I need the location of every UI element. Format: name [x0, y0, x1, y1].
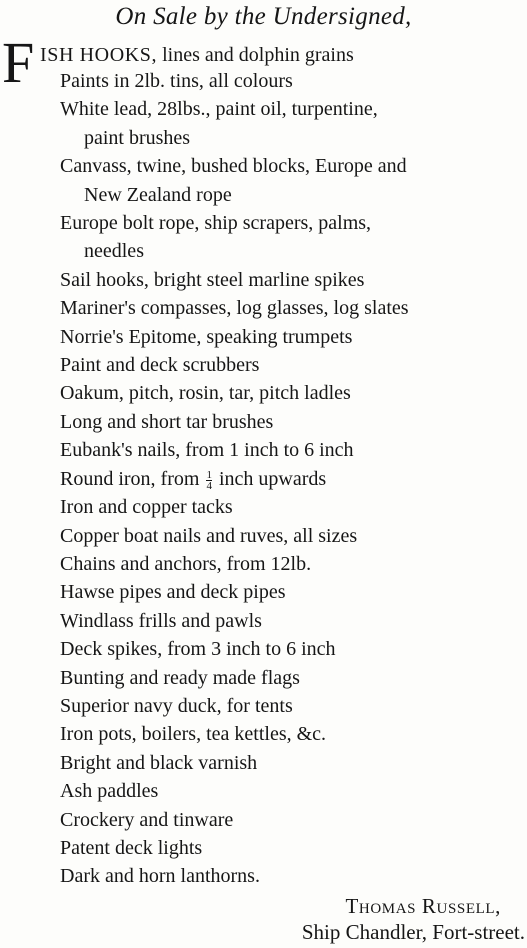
item-text: Hawse pipes and deck pipes: [60, 581, 286, 604]
list-item: [0, 664, 527, 692]
list-item: [0, 209, 527, 266]
item-text-continued: paint brushes: [84, 126, 191, 149]
item-text: Paints in 2lb. tins, all colours: [60, 70, 293, 92]
list-item: [0, 379, 527, 407]
item-text: Bright and black varnish: [60, 751, 258, 774]
list-item: [0, 67, 527, 95]
item-text: Long and short tar brushes: [60, 410, 274, 433]
list-item: [0, 749, 527, 777]
fraction-denominator: 4: [206, 479, 212, 492]
item-text-continued: needles: [84, 240, 144, 263]
list-item: [0, 522, 527, 550]
list-item: [0, 323, 527, 351]
list-item: [0, 493, 527, 521]
first-item-lead: ISH HOOKS,: [40, 44, 158, 66]
list-item: [0, 550, 527, 578]
list-item: [0, 862, 527, 890]
list-item: [0, 95, 527, 152]
item-text: Crockery and tinware: [60, 808, 234, 831]
list-item: [0, 834, 527, 862]
signer-name: Thomas Russell,: [345, 894, 501, 918]
item-text: Sail hooks, bright steel marline spikes: [60, 268, 365, 291]
list-item: [0, 351, 527, 379]
list-item: [0, 607, 527, 635]
item-text: Iron and copper tacks: [60, 496, 233, 519]
list-item: [0, 294, 527, 322]
list-item: [0, 777, 527, 805]
item-text: White lead, 28lbs., paint oil, turpentine,: [60, 98, 378, 121]
item-text: Ash paddles: [60, 780, 159, 803]
item-text: Copper boat nails and ruves, all sizes: [60, 524, 358, 547]
signer-title: Ship Chandler, Fort-street.: [301, 920, 525, 944]
item-text: Deck spikes, from 3 inch to 6 inch: [60, 638, 336, 661]
drop-cap: F: [2, 30, 35, 95]
item-text: Dark and horn lanthorns.: [60, 865, 260, 888]
ad-heading: On Sale by the Undersigned,: [115, 3, 412, 30]
item-text: Windlass frills and pawls: [60, 609, 262, 632]
list-item: [0, 408, 527, 436]
item-text: Oakum, pitch, rosin, tar, pitch ladles: [60, 382, 351, 405]
item-text-continued: New Zealand rope: [84, 183, 232, 206]
first-item: [40, 43, 354, 67]
fraction-numerator: 1: [206, 468, 212, 481]
item-text: Iron pots, boilers, tea kettles, &c.: [60, 723, 327, 746]
list-item: [0, 720, 527, 748]
item-text: inch upwards: [213, 467, 327, 490]
list-item: [0, 266, 527, 294]
item-text: Round iron, from: [60, 467, 205, 490]
list-item: [0, 806, 527, 834]
list-item: [0, 436, 527, 464]
item-text: Superior navy duck, for tents: [60, 694, 293, 717]
item-text: Patent deck lights: [60, 836, 203, 859]
fraction: [206, 470, 212, 491]
item-text: Paint and deck scrubbers: [60, 354, 260, 377]
list-item: [0, 152, 527, 209]
list-item: [0, 465, 527, 493]
item-list: [0, 67, 527, 891]
item-text: Norrie's Epitome, speaking trumpets: [60, 325, 353, 348]
item-text: Bunting and ready made flags: [60, 666, 300, 689]
item-text: Europe bolt rope, ship scrapers, palms,: [60, 212, 372, 235]
item-text: Mariner's compasses, log glasses, log slates: [60, 297, 409, 320]
item-text: Eubank's nails, from 1 inch to 6 inch: [60, 439, 354, 462]
list-item: [0, 635, 527, 663]
list-item: [0, 692, 527, 720]
list-item: [0, 578, 527, 606]
first-item-rest: lines and dolphin grains: [162, 44, 354, 66]
item-text: Canvass, twine, bushed blocks, Europe and: [60, 155, 407, 178]
item-text: Chains and anchors, from 12lb.: [60, 552, 312, 575]
